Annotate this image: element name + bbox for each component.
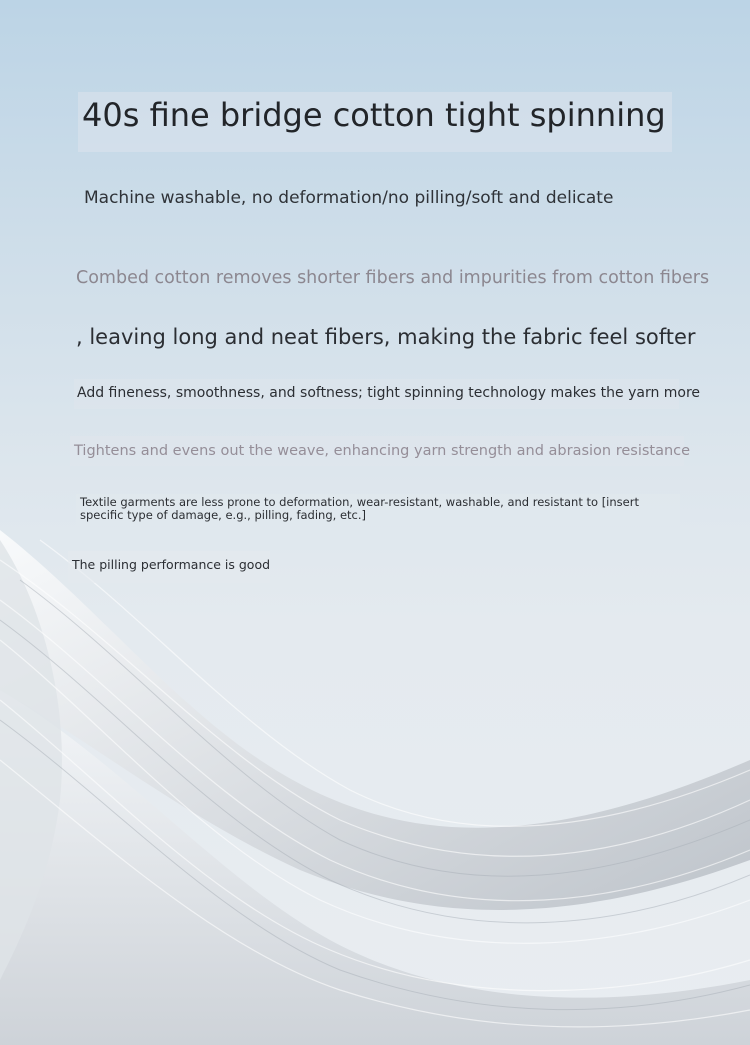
page-subtitle: Machine washable, no deformation/no pilling/soft and delicate <box>84 188 614 208</box>
feature-combed-cotton: Combed cotton removes shorter fibers and impurities from cotton fibers <box>76 268 710 288</box>
feature-garment-durability: Textile garments are less prone to deformation, wear-resistant, washable, and resistant to [insert specific type of damage, e.g., pilling, fading, etc.] <box>76 494 680 526</box>
feature-pilling-performance: The pilling performance is good <box>68 551 270 583</box>
page-title: 40s fine bridge cotton tight spinning <box>78 92 672 152</box>
feature-fineness: Add fineness, smoothness, and softness; tight spinning technology makes the yarn more <box>74 379 679 409</box>
feature-tightens-weave: Tightens and evens out the weave, enhancing yarn strength and abrasion resistance <box>70 436 684 466</box>
feature-softer-fabric: , leaving long and neat fibers, making the fabric feel softer <box>76 325 696 349</box>
